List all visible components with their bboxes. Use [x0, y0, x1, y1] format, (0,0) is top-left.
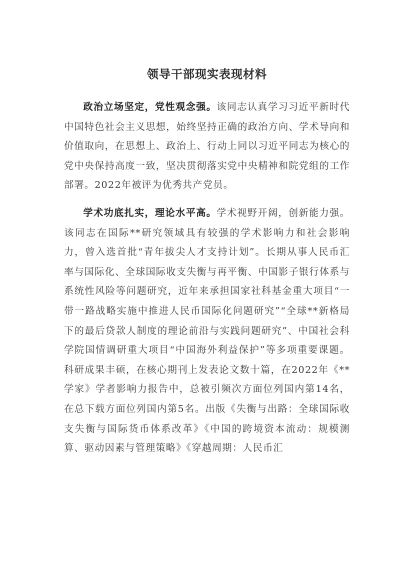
section-body: 该同志认真学习习近平新时代中国特色社会主义思想，始终坚持正确的政治方向、学术导向和价值取向，在思想上、政治上、行动上同以习近平同志为核心的党中央保持高度一致，坚决贯彻落实党中央精神和院党组的工作部署。2022年被评为优秀共产党员。 [64, 102, 350, 192]
document-page [64, 66, 350, 467]
section-lead: 政治立场坚定，党性观念强。 [83, 102, 217, 113]
section-academic-foundation [64, 204, 350, 459]
section-lead: 学术功底扎实，理论水平高。 [83, 207, 217, 219]
section-body: 学术视野开阔，创新能力强。该同志在国际**研究领域具有较强的学术影响力和社会影响力，曾入选首批“青年拔尖人才支持计划”。长期从事人民币汇率与国际化、全球国际收支失衡与再平衡、中国影子银行体系与系统性风险等问题研究，近年来承担国家社科基金重大项目“一带一路战略实施中推进人民币国际化问题研究”“全球**新格局下的最后贷款人制度的理论前沿与实践问题研究”、中国社会科学院国情调研重大项目“中国海外利益保护”等多项重要课题。科研成果丰硕，在核心期刊上发表论文数十篇，在2022年《**学家》学者影响力报告中，总被引频次方面位列国内第14名，在总下载方面位列国内第5名。出版《失衡与出路：全球国际收支失衡与国际货币体系改革》《中国的跨境资本流动：规模测算、驱动因素与管理策略》《穿越周期：人民币汇 [64, 207, 350, 455]
document-title: 领导干部现实表现材料 [147, 67, 267, 81]
section-political-stance [64, 98, 350, 196]
